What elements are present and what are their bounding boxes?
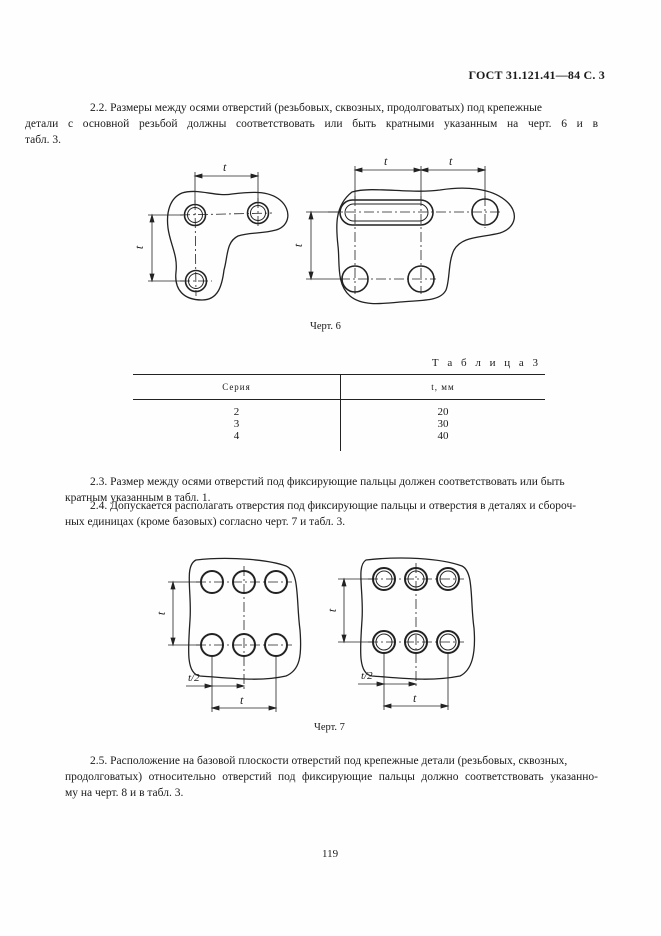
dim-label-t: t xyxy=(132,245,147,250)
dim-label-t: t xyxy=(325,608,340,613)
text-line: ных единицах (кроме базовых) согласно черт. 7 и табл. 3. xyxy=(65,516,346,528)
t-value: 30 xyxy=(437,418,449,430)
part-outline-left xyxy=(168,191,288,300)
page-number: 119 xyxy=(322,848,339,860)
series-value: 2 xyxy=(233,406,240,418)
drawing-7-caption: Черт. 7 xyxy=(314,722,345,733)
table-3 xyxy=(133,374,545,451)
table-3-title: Т а б л и ц а 3 xyxy=(431,357,541,369)
dim-label-t: t xyxy=(449,154,453,168)
paragraph-2-5 xyxy=(65,753,598,801)
dim-label-t-half: t/2 xyxy=(361,670,373,682)
table-row xyxy=(133,400,545,452)
column-header-series: Серия xyxy=(133,375,341,400)
dim-label-t: t xyxy=(154,611,169,616)
dim-label-t: t xyxy=(223,160,227,174)
text-line: продолговатых) относительно отверстий под фиксирующие пальцы должно соответствовать указанно- xyxy=(65,771,598,783)
t-values xyxy=(341,400,546,452)
text-line: 2.3. Размер между осями отверстий под фиксирующие пальцы должен соответствовать или быть xyxy=(90,476,565,488)
text-line: 2.2. Размеры между осями отверстий (резьбовых, сквозных, продолговатых) под крепежные xyxy=(90,102,542,114)
dim-label-t: t xyxy=(413,691,417,705)
dim-label-t: t xyxy=(384,154,388,168)
text-line: табл. 3. xyxy=(25,134,61,146)
document-header: ГОСТ 31.121.41—84 С. 3 xyxy=(468,68,605,82)
series-value: 4 xyxy=(233,430,240,442)
text-line: му на черт. 8 и в табл. 3. xyxy=(65,787,184,799)
paragraph-2-2 xyxy=(25,100,598,148)
part-outline-left xyxy=(189,558,301,679)
part-outline-right xyxy=(337,188,515,304)
series-value: 3 xyxy=(233,418,240,430)
dim-label-t-half: t/2 xyxy=(188,672,200,684)
column-header-t: t, мм xyxy=(431,382,455,392)
dim-label-t: t xyxy=(291,243,306,248)
t-value: 20 xyxy=(437,406,449,418)
text-line: детали с основной резьбой должны соответствовать или быть кратными указанным на черт. 6 и в xyxy=(25,118,598,130)
t-value: 40 xyxy=(437,430,449,442)
text-line: 2.5. Расположение на базовой плоскости отверстий под крепежные детали (резьбовых, сквозных, xyxy=(90,755,568,767)
part-outline-right xyxy=(361,558,475,679)
drawing-6-caption: Черт. 6 xyxy=(310,321,341,332)
dim-label-t: t xyxy=(240,693,244,707)
series-values xyxy=(133,400,341,452)
text-line: 2.4. Допускается располагать отверстия под фиксирующие пальцы и отверстия в деталях и сбороч- xyxy=(90,500,577,512)
text-line: кратным указанным в табл. 1. xyxy=(65,492,211,504)
